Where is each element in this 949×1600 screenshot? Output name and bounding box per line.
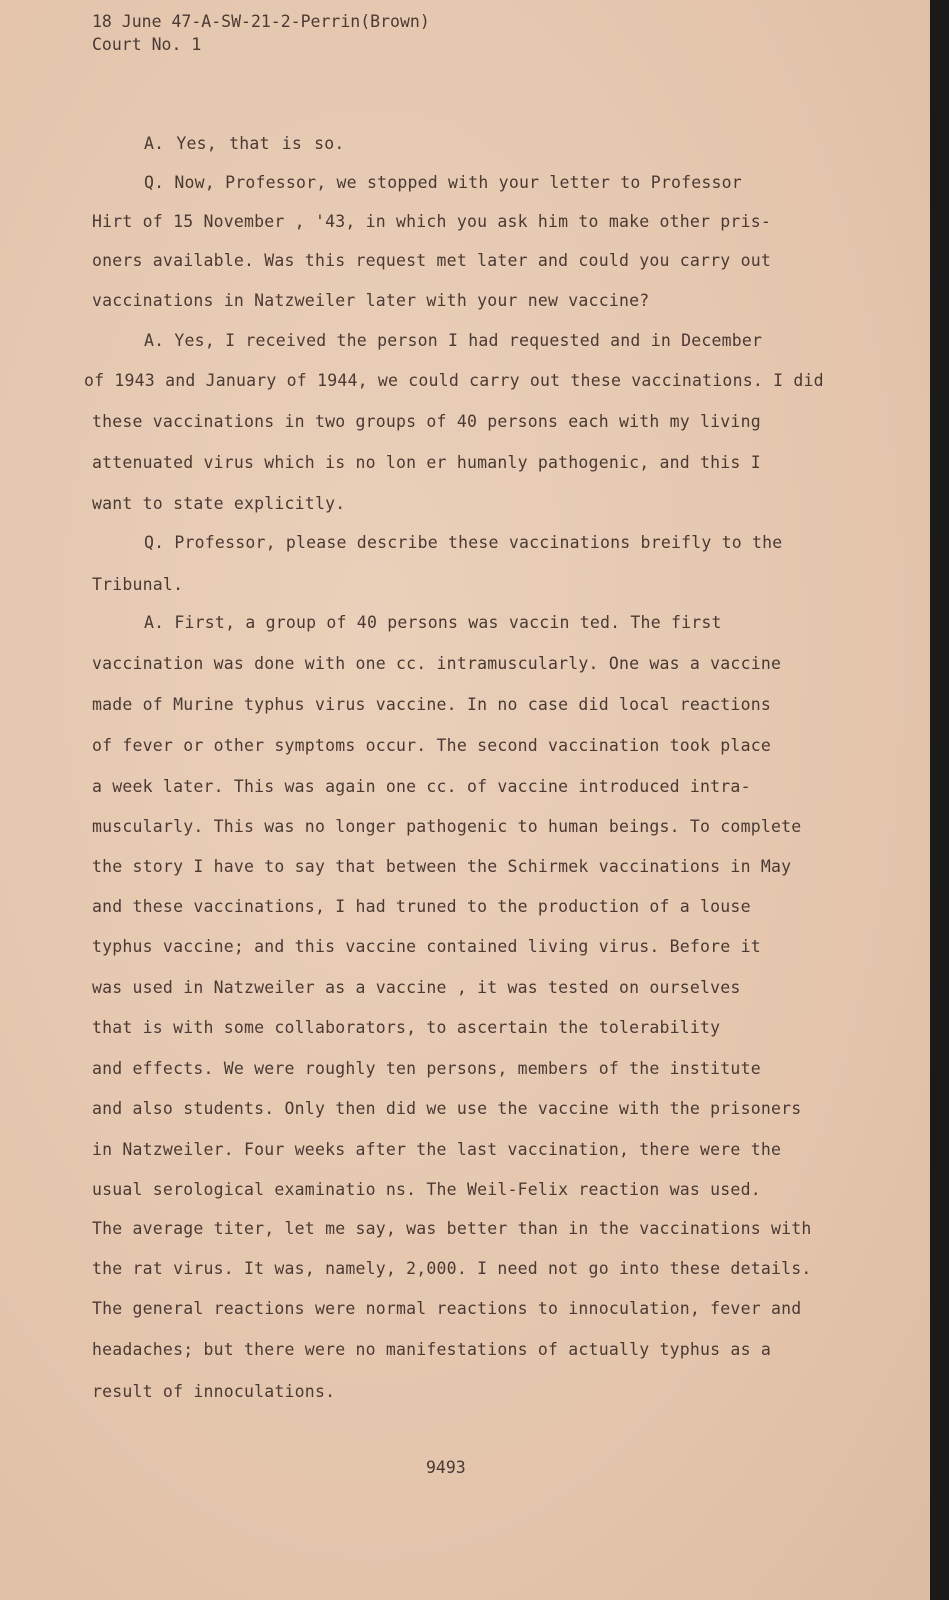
transcript-line: the story I have to say that between the Schirmek vaccinations in May <box>92 857 792 876</box>
transcript-line: made of Murine typhus virus vaccine. In no case did local reactions <box>92 695 771 714</box>
transcript-line: result of innoculations. <box>92 1382 336 1401</box>
transcript-line: headaches; but there were no manifestations of actually typhus as a <box>92 1340 771 1359</box>
transcript-line: in Natzweiler. Four weeks after the last vaccination, there were the <box>92 1140 782 1159</box>
transcript-line: of 1943 and January of 1944, we could carry out these vaccinations. I did <box>84 371 824 390</box>
transcript-line: and also students. Only then did we use the vaccine with the prisoners <box>92 1099 802 1118</box>
transcript-line: typhus vaccine; and this vaccine contained living virus. Before it <box>92 937 761 956</box>
transcript-line: vaccinations in Natzweiler later with your new vaccine? <box>92 291 650 310</box>
header-line-1: 18 June 47-A-SW-21-2-Perrin(Brown) <box>92 12 430 31</box>
transcript-line: usual serological examinatio ns. The Weil-Felix reaction was used. <box>92 1180 761 1199</box>
transcript-line: Tribunal. <box>92 575 184 594</box>
transcript-line: of fever or other symptoms occur. The second vaccination took place <box>92 736 771 755</box>
transcript-line: A. Yes, I received the person I had requested and in December <box>144 331 763 350</box>
transcript-line: A. Yes, that is so. <box>144 134 345 153</box>
transcript-line: vaccination was done with one cc. intramuscularly. One was a vaccine <box>92 654 782 673</box>
transcript-line: muscularly. This was no longer pathogenic to human beings. To complete <box>92 817 802 836</box>
transcript-line: A. First, a group of 40 persons was vaccin ted. The first <box>144 613 722 632</box>
transcript-line: and these vaccinations, I had truned to the production of a louse <box>92 897 751 916</box>
transcript-line: attenuated virus which is no lon er humanly pathogenic, and this I <box>92 453 761 472</box>
header-line-2: Court No. 1 <box>92 35 202 54</box>
transcript-line: was used in Natzweiler as a vaccine , it was tested on ourselves <box>92 978 741 997</box>
transcript-line: a week later. This was again one cc. of vaccine introduced intra- <box>92 777 751 796</box>
transcript-line: want to state explicitly. <box>92 494 346 513</box>
transcript-line: Hirt of 15 November , '43, in which you ask him to make other pris- <box>92 212 771 231</box>
transcript-line: and effects. We were roughly ten persons, members of the institute <box>92 1059 761 1078</box>
transcript-line: these vaccinations in two groups of 40 persons each with my living <box>92 412 761 431</box>
transcript-line: Q. Now, Professor, we stopped with your letter to Professor <box>144 173 742 192</box>
transcript-line: that is with some collaborators, to ascertain the tolerability <box>92 1018 721 1037</box>
transcript-line: oners available. Was this request met later and could you carry out <box>92 251 771 270</box>
transcript-line: Q. Professor, please describe these vaccinations breifly to the <box>144 533 783 552</box>
transcript-line: the rat virus. It was, namely, 2,000. I need not go into these details. <box>92 1259 812 1278</box>
transcript-line: The general reactions were normal reactions to innoculation, fever and <box>92 1299 802 1318</box>
transcript-line: The average titer, let me say, was better than in the vaccinations with <box>92 1219 812 1238</box>
page-number: 9493 <box>426 1458 466 1477</box>
